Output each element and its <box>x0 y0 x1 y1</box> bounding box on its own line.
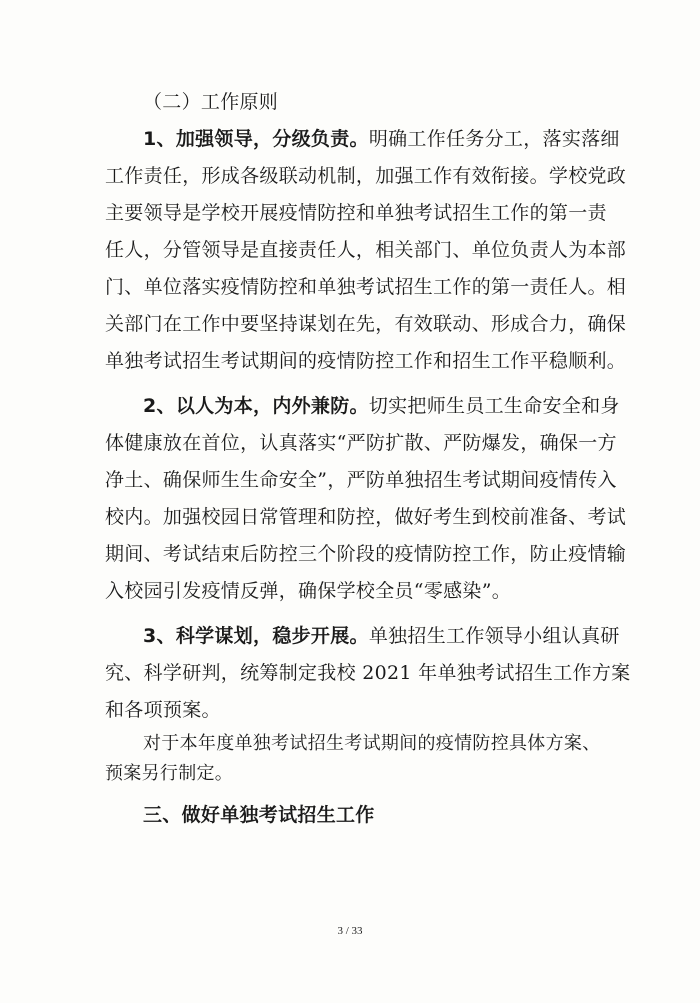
paragraph-3-line: 究、科学研判，统筹制定我校 2021 年单独考试招生工作方案 <box>105 662 631 684</box>
paragraph-1-line: 工作责任，形成各级联动机制，加强工作有效衔接。学校党政 <box>105 165 627 187</box>
paragraph-3-first-line <box>105 618 625 655</box>
paragraph-3-line: 和各项预案。 <box>105 699 221 721</box>
paragraph-3-lead-rest: 单独招生工作领导小组认真研 <box>368 625 620 647</box>
paragraph-1-line: 关部门在工作中要坚持谋划在先，有效联动、形成合力，确保 <box>105 313 627 335</box>
paragraph-2-first-line <box>105 388 625 425</box>
paragraph-1-line: 门、单位落实疫情防控和单独考试招生工作的第一责任人。相 <box>105 276 627 298</box>
note-line-2: 预案另行制定。 <box>105 763 234 784</box>
paragraph-2-lead-rest: 切实把师生员工生命安全和身 <box>368 395 620 417</box>
paragraph-1-lead: 1、加强领导，分级负责。 <box>143 128 369 150</box>
paragraph-1-line: 主要领导是学校开展疫情防控和单独考试招生工作的第一责 <box>105 202 607 224</box>
paragraph-2-line: 体健康放在首位，认真落实“严防扩散、严防爆发，确保一方 <box>105 432 617 454</box>
paragraph-2-line: 期间、考试结束后防控三个阶段的疫情防控工作，防止疫情输 <box>105 543 627 565</box>
note-line-1: 对于本年度单独考试招生考试期间的疫情防控具体方案、 <box>143 733 601 754</box>
section-heading-work-principles: （二）工作原则 <box>143 91 279 113</box>
paragraph-1-line: 任人，分管领导是直接责任人，相关部门、单位负责人为本部 <box>105 239 627 261</box>
paragraph-1-lead-rest: 明确工作任务分工，落实落细 <box>368 128 620 150</box>
paragraph-2-line: 入校园引发疫情反弹，确保学校全员“零感染”。 <box>105 580 512 602</box>
paragraph-3-lead: 3、科学谋划，稳步开展。 <box>143 625 369 647</box>
section-heading-three: 三、做好单独考试招生工作 <box>143 804 375 826</box>
paragraph-1-line: 单独考试招生考试期间的疫情防控工作和招生工作平稳顺利。 <box>105 350 627 372</box>
paragraph-2-line: 净土、确保师生生命安全”，严防单独招生考试期间疫情传入 <box>105 469 617 491</box>
page-number: 3 / 33 <box>337 925 363 937</box>
paragraph-2-lead: 2、以人为本，内外兼防。 <box>143 395 369 417</box>
paragraph-2-line: 校内。加强校园日常管理和防控，做好考生到校前准备、考试 <box>105 506 627 528</box>
paragraph-1-first-line <box>105 121 625 158</box>
document-body <box>105 84 631 834</box>
